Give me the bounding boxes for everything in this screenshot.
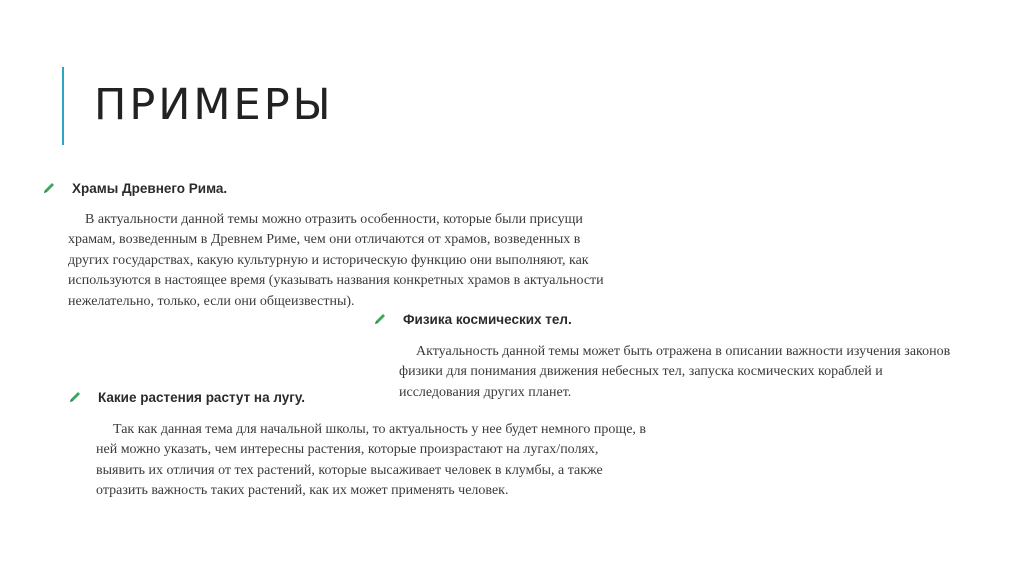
slide-title: ПРИМЕРЫ <box>94 80 334 130</box>
paragraph-line: В актуальности данной темы можно отразить особенности, которые были присущи <box>85 212 583 227</box>
example-paragraph-temples <box>68 210 604 312</box>
pencil-icon <box>373 312 387 326</box>
paragraph-line: Актуальность данной темы может быть отражена в описании важности изучения законов <box>416 344 951 359</box>
example-paragraph-plants <box>96 420 646 502</box>
paragraph-line: исследования других планет. <box>399 384 572 400</box>
title-accent-bar <box>62 67 64 145</box>
example-heading-text: Какие растения растут на лугу. <box>98 389 305 405</box>
paragraph-line: нежелательно, только, если они общеизвестны). <box>68 293 355 309</box>
paragraph-line: используются в настоящее время (указывать названия конкретных храмов в актуальности <box>68 273 604 289</box>
paragraph-line: храмам, возведенным в Древнем Риме, чем они отличаются от храмов, возведенных в <box>68 232 581 248</box>
example-heading-plants <box>68 387 305 407</box>
paragraph-line: физики для понимания движения небесных тел, запуска космических кораблей и <box>399 364 883 380</box>
example-heading-space <box>373 309 572 329</box>
example-paragraph-space <box>399 342 950 403</box>
example-heading-text: Физика космических тел. <box>403 311 572 327</box>
example-heading-text: Храмы Древнего Рима. <box>72 180 228 196</box>
paragraph-line: выявить их отличия от тех растений, которые высаживает человек в клумбы, а также <box>96 462 603 478</box>
pencil-icon <box>68 390 82 404</box>
paragraph-line: ней можно указать, чем интересны растения, которые произрастают на лугах/полях, <box>96 442 599 458</box>
paragraph-line: других государствах, какую культурную и историческую функцию они выполняют, как <box>68 252 589 268</box>
paragraph-line: Так как данная тема для начальной школы, то актуальность у нее будет немного проще, в <box>113 422 647 437</box>
paragraph-line: отразить важность таких растений, как их может применять человек. <box>96 483 509 499</box>
pencil-icon <box>42 181 56 195</box>
example-heading-temples <box>42 178 227 198</box>
